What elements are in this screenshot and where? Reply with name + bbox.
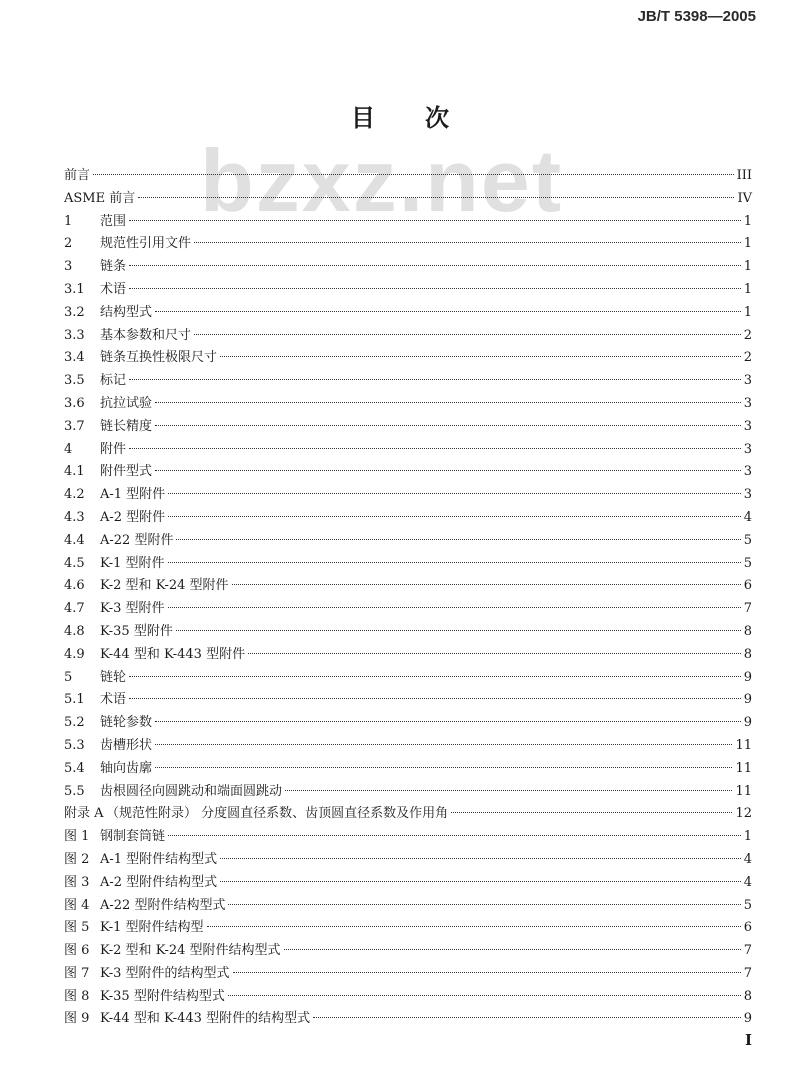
toc-entry[interactable]: [64, 211, 752, 234]
toc-entry-number: 3: [64, 259, 73, 275]
toc-entry[interactable]: [64, 507, 752, 530]
dot-leader: [232, 584, 741, 585]
dot-leader: [168, 493, 741, 494]
toc-entry[interactable]: [64, 803, 752, 826]
toc-entry[interactable]: [64, 895, 752, 918]
toc-entry[interactable]: [64, 781, 752, 804]
dot-leader: [129, 379, 741, 380]
toc-entry-number: 图 6: [64, 943, 90, 959]
toc-entry-page: IV: [737, 190, 752, 206]
toc-entry[interactable]: [64, 758, 752, 781]
toc-entry-page: 6: [743, 578, 752, 594]
toc-entry[interactable]: [64, 667, 752, 690]
toc-entry-page: 5: [743, 532, 752, 548]
standard-code: JB/T 5398—2005: [637, 8, 756, 25]
dot-leader: [155, 721, 741, 722]
toc-entry-number: 4.9: [64, 646, 85, 662]
toc-entry-number: 3.5: [64, 373, 85, 389]
toc-entry-page: 6: [743, 920, 752, 936]
toc-entry-number: 4.7: [64, 601, 85, 617]
toc-entry-page: 2: [743, 327, 752, 343]
dot-leader: [451, 812, 732, 813]
toc-entry[interactable]: [64, 575, 752, 598]
dot-leader: [129, 288, 741, 289]
toc-entry[interactable]: [64, 963, 752, 986]
toc-entry[interactable]: [64, 416, 752, 439]
toc-entry-page: 7: [743, 943, 752, 959]
dot-leader: [168, 562, 741, 563]
toc-entry[interactable]: [64, 279, 752, 302]
toc-entry-number: 图 4: [64, 897, 90, 913]
toc-entry[interactable]: [64, 530, 752, 553]
toc-entry-label: K-3 型附件: [100, 601, 165, 617]
dot-leader: [194, 242, 741, 243]
toc-entry[interactable]: [64, 849, 752, 872]
toc-entry[interactable]: [64, 872, 752, 895]
toc-entry-label: K-35 型附件结构型式: [100, 988, 225, 1004]
toc-entry-number: 5: [64, 669, 73, 685]
toc-entry-number: 4: [64, 441, 73, 457]
dot-leader: [228, 904, 740, 905]
dot-leader: [155, 744, 732, 745]
toc-entry[interactable]: [64, 712, 752, 735]
dot-leader: [129, 448, 741, 449]
toc-entry-number: 3.1: [64, 281, 85, 297]
toc-entry-number: 图 2: [64, 851, 90, 867]
dot-leader: [176, 539, 740, 540]
dot-leader: [233, 972, 741, 973]
toc-entry-page: 1: [743, 304, 752, 320]
toc-entry-page: 12: [735, 806, 752, 822]
toc-entry[interactable]: [64, 940, 752, 963]
toc-entry-label: K-2 型和 K-24 型附件: [100, 578, 229, 594]
table-of-contents: [64, 165, 752, 1031]
dot-leader: [228, 995, 741, 996]
toc-entry-label: 范围: [100, 213, 127, 229]
toc-entry-page: 3: [743, 487, 752, 503]
toc-entry[interactable]: [64, 233, 752, 256]
toc-entry[interactable]: [64, 347, 752, 370]
toc-entry-label: 轴向齿廓: [100, 760, 153, 776]
dot-leader: [248, 653, 741, 654]
toc-entry-label: 抗拉试验: [100, 395, 153, 411]
toc-entry[interactable]: [64, 461, 752, 484]
toc-entry-label: 附件型式: [100, 464, 153, 480]
toc-entry[interactable]: [64, 826, 752, 849]
toc-entry-number: 5.2: [64, 715, 85, 731]
toc-entry-page: 8: [743, 646, 752, 662]
toc-entry-page: 2: [743, 350, 752, 366]
toc-entry[interactable]: [64, 689, 752, 712]
dot-leader: [155, 311, 741, 312]
toc-entry-number: 图 3: [64, 874, 90, 890]
toc-entry-number: 4.8: [64, 623, 85, 639]
dot-leader: [129, 698, 741, 699]
toc-entry-label: ASME 前言: [64, 190, 136, 206]
toc-entry-label: A-2 型附件: [100, 509, 166, 525]
toc-entry-label: 链条: [100, 259, 127, 275]
toc-entry-number: 3.2: [64, 304, 85, 320]
toc-entry-number: 4.5: [64, 555, 85, 571]
toc-entry-label: 链长精度: [100, 418, 153, 434]
toc-entry-page: 9: [743, 1011, 752, 1027]
toc-entry[interactable]: [64, 986, 752, 1009]
toc-entry-number: 5.4: [64, 760, 85, 776]
toc-entry-page: 3: [743, 464, 752, 480]
toc-entry-number: 4.2: [64, 487, 85, 503]
toc-entry-label: 附件: [100, 441, 127, 457]
toc-entry[interactable]: [64, 188, 752, 211]
toc-entry-page: 11: [735, 760, 752, 776]
toc-entry-number: 4.1: [64, 464, 85, 480]
toc-entry-number: 1: [64, 213, 73, 229]
toc-entry-number: 5.3: [64, 737, 85, 753]
toc-entry-label: K-1 型附件: [100, 555, 165, 571]
toc-entry-label: A-22 型附件: [100, 532, 174, 548]
toc-entry-label: K-44 型和 K-443 型附件的结构型式: [100, 1011, 311, 1027]
toc-entry-label: K-1 型附件结构型: [100, 920, 204, 936]
dot-leader: [155, 402, 741, 403]
toc-entry-number: 3.4: [64, 350, 85, 366]
toc-entry-label: K-44 型和 K-443 型附件: [100, 646, 246, 662]
toc-entry-page: 9: [743, 715, 752, 731]
toc-entry-page: 7: [743, 601, 752, 617]
toc-entry[interactable]: [64, 302, 752, 325]
toc-entry-page: 4: [743, 851, 752, 867]
toc-entry-page: 8: [743, 988, 752, 1004]
dot-leader: [313, 1017, 741, 1018]
toc-entry-page: 4: [743, 509, 752, 525]
dot-leader: [284, 949, 741, 950]
toc-title: 目次: [351, 103, 499, 132]
toc-entry-page: 3: [743, 395, 752, 411]
toc-entry-label: 规范性引用文件: [100, 236, 192, 252]
dot-leader: [138, 197, 734, 198]
toc-entry[interactable]: [64, 1008, 752, 1031]
dot-leader: [129, 220, 741, 221]
toc-entry[interactable]: [64, 256, 752, 279]
toc-entry-label: 钢制套筒链: [100, 829, 166, 845]
dot-leader: [220, 881, 741, 882]
toc-entry-number: 2: [64, 236, 73, 252]
toc-entry-label: K-3 型附件的结构型式: [100, 965, 230, 981]
toc-entry-label: K-2 型和 K-24 型附件结构型式: [100, 943, 281, 959]
toc-entry[interactable]: [64, 735, 752, 758]
toc-entry-label: 齿根圆径向圆跳动和端面圆跳动: [100, 783, 283, 799]
toc-entry-label: 术语: [100, 692, 127, 708]
toc-entry[interactable]: [64, 325, 752, 348]
toc-entry[interactable]: [64, 621, 752, 644]
toc-entry-page: 3: [743, 441, 752, 457]
page-number: I: [744, 1031, 752, 1049]
toc-entry-page: 3: [743, 373, 752, 389]
toc-entry-label: A-2 型附件结构型式: [100, 874, 218, 890]
dot-leader: [155, 425, 741, 426]
toc-entry-number: 5.1: [64, 692, 85, 708]
dot-leader: [155, 767, 732, 768]
toc-entry[interactable]: [64, 917, 752, 940]
toc-entry-page: III: [736, 168, 752, 183]
toc-entry-page: 8: [743, 623, 752, 639]
toc-entry-number: 图 7: [64, 965, 90, 981]
toc-entry[interactable]: [64, 484, 752, 507]
dot-leader: [285, 790, 732, 791]
toc-entry-number: 图 8: [64, 988, 90, 1004]
toc-entry-label: 齿槽形状: [100, 737, 153, 753]
dot-leader: [129, 676, 741, 677]
toc-entry-page: 7: [743, 965, 752, 981]
dot-leader: [207, 926, 741, 927]
toc-entry[interactable]: [64, 439, 752, 462]
dot-leader: [220, 356, 741, 357]
toc-entry-number: 4.6: [64, 578, 85, 594]
toc-entry[interactable]: [64, 165, 752, 188]
dot-leader: [176, 630, 741, 631]
toc-entry-number: 图 9: [64, 1011, 90, 1027]
toc-entry-page: 1: [743, 259, 752, 275]
toc-entry-label: 前言: [64, 168, 91, 183]
dot-leader: [168, 607, 741, 608]
toc-entry-label: 结构型式: [100, 304, 153, 320]
toc-entry-page: 3: [743, 418, 752, 434]
toc-entry-page: 5: [743, 897, 752, 913]
toc-entry-label: 术语: [100, 281, 127, 297]
toc-entry-page: 11: [735, 783, 752, 799]
toc-entry-page: 4: [743, 874, 752, 890]
dot-leader: [168, 835, 741, 836]
toc-entry-number: 附录 A: [64, 806, 104, 822]
dot-leader: [194, 334, 741, 335]
toc-entry-page: 5: [743, 555, 752, 571]
toc-entry-label: 链轮: [100, 669, 127, 685]
toc-entry-number: 3.6: [64, 395, 85, 411]
toc-entry-label: A-1 型附件: [100, 487, 166, 503]
toc-entry[interactable]: [64, 370, 752, 393]
toc-entry-page: 1: [743, 213, 752, 229]
toc-entry-number: 5.5: [64, 783, 85, 799]
toc-entry-label: 标记: [100, 373, 127, 389]
toc-entry-page: 11: [735, 737, 752, 753]
toc-entry-page: 9: [743, 669, 752, 685]
toc-entry-page: 1: [743, 829, 752, 845]
toc-entry-label: （规范性附录） 分度圆直径系数、齿顶圆直径系数及作用角: [106, 806, 449, 822]
dot-leader: [168, 516, 741, 517]
dot-leader: [220, 858, 741, 859]
toc-entry-number: 3.3: [64, 327, 85, 343]
dot-leader: [93, 174, 734, 175]
toc-entry-number: 图 1: [64, 829, 90, 845]
toc-entry-page: 1: [743, 281, 752, 297]
toc-entry-page: 1: [743, 236, 752, 252]
dot-leader: [155, 470, 741, 471]
toc-entry-label: 链轮参数: [100, 715, 153, 731]
toc-entry-label: A-22 型附件结构型式: [100, 897, 226, 913]
toc-entry-number: 4.3: [64, 509, 85, 525]
toc-entry-number: 3.7: [64, 418, 85, 434]
watermark: bzxz.net: [200, 131, 564, 230]
toc-entry[interactable]: [64, 598, 752, 621]
toc-entry-label: A-1 型附件结构型式: [100, 851, 218, 867]
toc-entry-number: 4.4: [64, 532, 85, 548]
toc-entry-number: 图 5: [64, 920, 90, 936]
toc-entry-label: 链条互换性极限尺寸: [100, 350, 218, 366]
toc-entry[interactable]: [64, 644, 752, 667]
toc-entry-page: 9: [743, 692, 752, 708]
toc-entry[interactable]: [64, 553, 752, 576]
toc-entry-label: K-35 型附件: [100, 623, 173, 639]
toc-entry-label: 基本参数和尺寸: [100, 327, 192, 343]
dot-leader: [129, 265, 741, 266]
toc-entry[interactable]: [64, 393, 752, 416]
